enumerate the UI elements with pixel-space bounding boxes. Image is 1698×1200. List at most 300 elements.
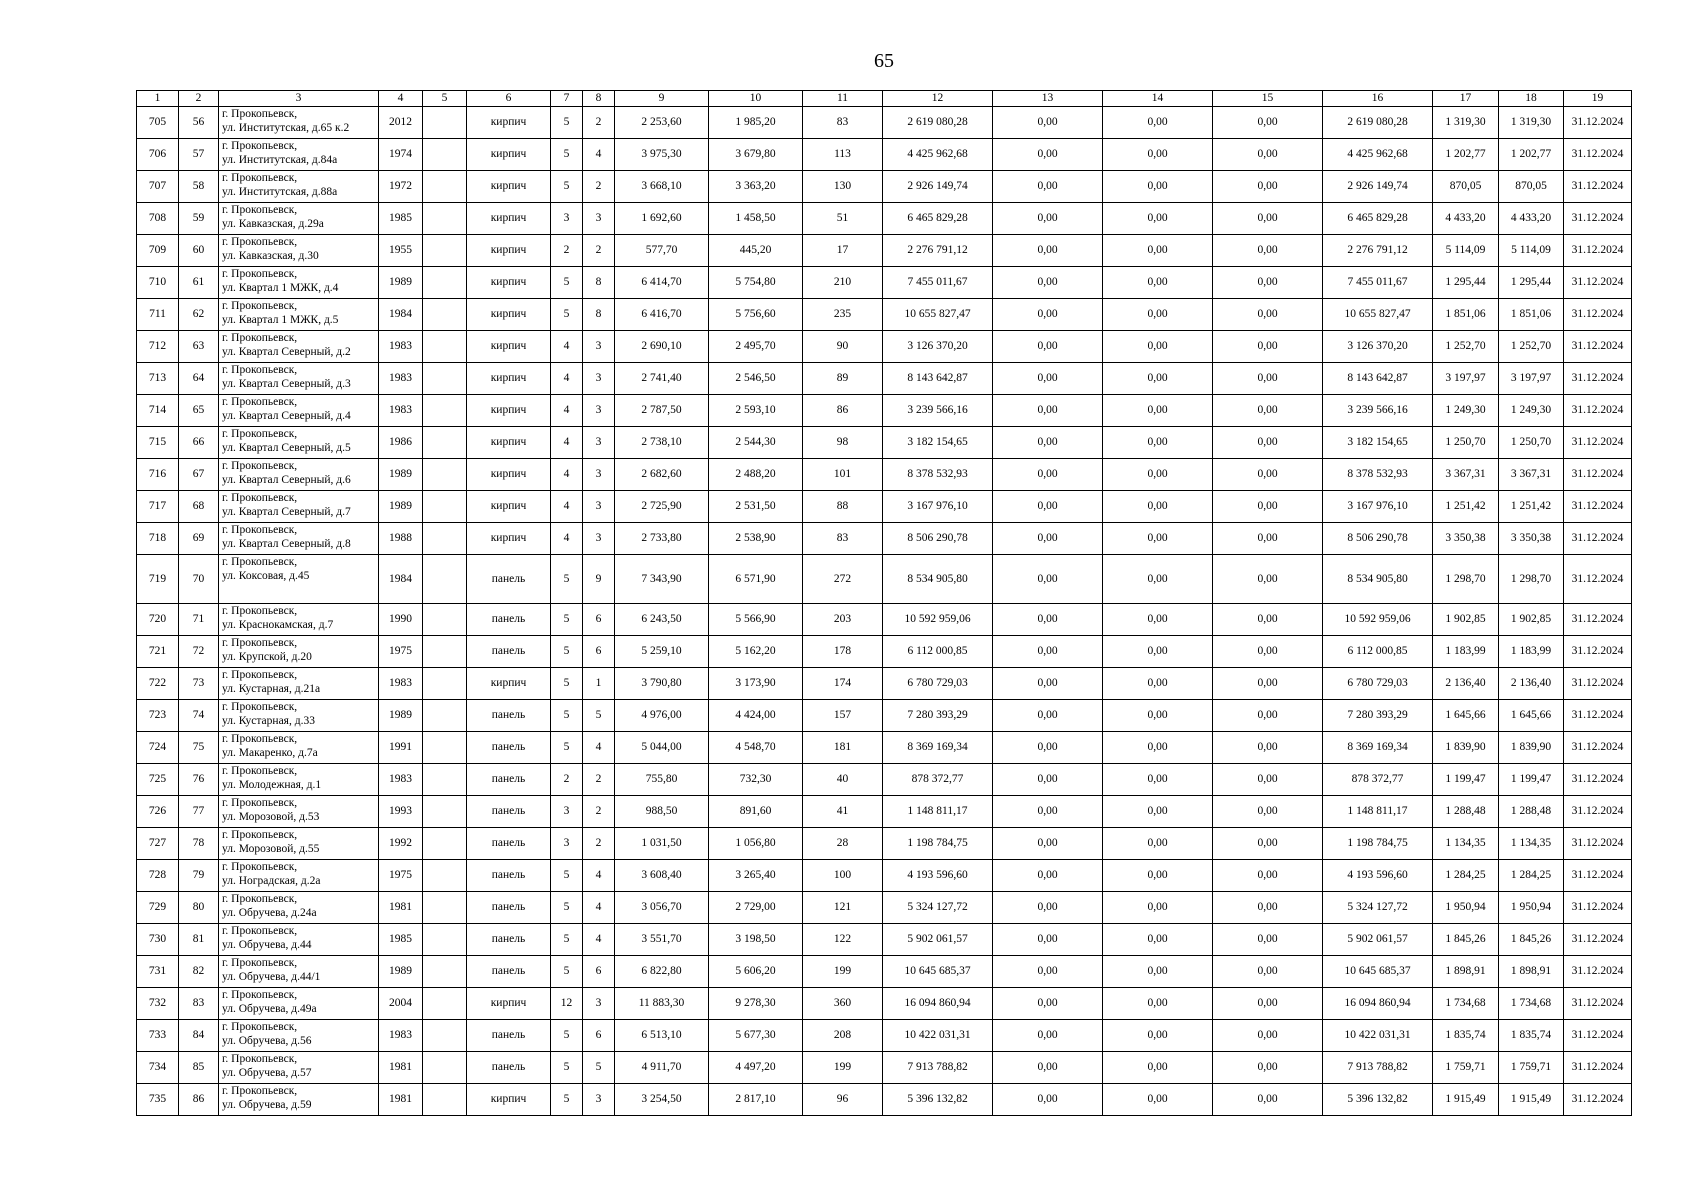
row-subnumber: 64 xyxy=(179,363,219,395)
unit-cost-limit: 1 645,66 xyxy=(1499,700,1564,732)
entrances-count: 2 xyxy=(583,171,615,203)
total-area: 3 254,50 xyxy=(615,1084,709,1116)
repair-cost: 878 372,77 xyxy=(883,764,993,796)
completion-date: 31.12.2024 xyxy=(1564,700,1632,732)
year-built: 1985 xyxy=(379,924,423,956)
total-cost: 6 465 829,28 xyxy=(1323,203,1433,235)
year-built: 1975 xyxy=(379,636,423,668)
completion-date: 31.12.2024 xyxy=(1564,1052,1632,1084)
total-cost: 8 506 290,78 xyxy=(1323,523,1433,555)
unit-cost: 1 898,91 xyxy=(1433,956,1499,988)
cost-col13: 0,00 xyxy=(993,299,1103,331)
address-city: г. Прокопьевск, xyxy=(222,893,298,905)
total-area: 7 343,90 xyxy=(615,555,709,604)
address-street: ул. Обручева, д.57 xyxy=(222,1067,312,1079)
unit-cost-limit: 1 835,74 xyxy=(1499,1020,1564,1052)
repair-cost: 2 276 791,12 xyxy=(883,235,993,267)
repair-cost: 8 534 905,80 xyxy=(883,555,993,604)
column-number: 10 xyxy=(709,91,803,107)
residents-count: 199 xyxy=(803,1052,883,1084)
unit-cost: 1 734,68 xyxy=(1433,988,1499,1020)
table-row xyxy=(137,107,1632,139)
unit-cost: 1 845,26 xyxy=(1433,924,1499,956)
total-area: 3 668,10 xyxy=(615,171,709,203)
wall-material: кирпич xyxy=(467,363,551,395)
repair-cost: 8 369 169,34 xyxy=(883,732,993,764)
total-area: 5 259,10 xyxy=(615,636,709,668)
residents-count: 210 xyxy=(803,267,883,299)
entrances-count: 3 xyxy=(583,1084,615,1116)
table-row xyxy=(137,988,1632,1020)
total-area: 2 690,10 xyxy=(615,331,709,363)
floors-count: 5 xyxy=(551,107,583,139)
total-area: 2 682,60 xyxy=(615,459,709,491)
address-street: ул. Морозовой, д.55 xyxy=(222,843,320,855)
unit-cost: 2 136,40 xyxy=(1433,668,1499,700)
address-cell xyxy=(219,171,379,203)
cell-col5 xyxy=(423,491,467,523)
unit-cost-limit: 3 350,38 xyxy=(1499,523,1564,555)
entrances-count: 6 xyxy=(583,636,615,668)
total-cost: 5 324 127,72 xyxy=(1323,892,1433,924)
address-city: г. Прокопьевск, xyxy=(222,1053,298,1065)
cost-col14: 0,00 xyxy=(1103,604,1213,636)
cell-col5 xyxy=(423,139,467,171)
floors-count: 5 xyxy=(551,1020,583,1052)
year-built: 1989 xyxy=(379,459,423,491)
living-area: 4 424,00 xyxy=(709,700,803,732)
entrances-count: 8 xyxy=(583,267,615,299)
address-street: ул. Квартал Северный, д.3 xyxy=(222,378,351,390)
unit-cost-limit: 1 183,99 xyxy=(1499,636,1564,668)
address-street: ул. Морозовой, д.53 xyxy=(222,811,320,823)
total-cost: 2 276 791,12 xyxy=(1323,235,1433,267)
address-cell xyxy=(219,555,379,604)
unit-cost: 1 134,35 xyxy=(1433,828,1499,860)
address-street: ул. Ноградская, д.2а xyxy=(222,875,321,887)
total-cost: 7 913 788,82 xyxy=(1323,1052,1433,1084)
total-area: 3 551,70 xyxy=(615,924,709,956)
row-subnumber: 70 xyxy=(179,555,219,604)
completion-date: 31.12.2024 xyxy=(1564,267,1632,299)
column-number: 15 xyxy=(1213,91,1323,107)
cost-col15: 0,00 xyxy=(1213,700,1323,732)
unit-cost-limit: 2 136,40 xyxy=(1499,668,1564,700)
cost-col13: 0,00 xyxy=(993,828,1103,860)
row-number: 734 xyxy=(137,1052,179,1084)
address-street: ул. Квартал 1 МЖК, д.4 xyxy=(222,282,339,294)
column-number: 1 xyxy=(137,91,179,107)
entrances-count: 3 xyxy=(583,331,615,363)
wall-material: панель xyxy=(467,636,551,668)
total-area: 755,80 xyxy=(615,764,709,796)
table-row xyxy=(137,636,1632,668)
address-city: г. Прокопьевск, xyxy=(222,364,298,376)
row-number: 732 xyxy=(137,988,179,1020)
floors-count: 5 xyxy=(551,892,583,924)
year-built: 1972 xyxy=(379,171,423,203)
repair-cost: 5 396 132,82 xyxy=(883,1084,993,1116)
completion-date: 31.12.2024 xyxy=(1564,764,1632,796)
row-number: 716 xyxy=(137,459,179,491)
total-area: 2 738,10 xyxy=(615,427,709,459)
entrances-count: 3 xyxy=(583,427,615,459)
address-city: г. Прокопьевск, xyxy=(222,733,298,745)
cost-col13: 0,00 xyxy=(993,363,1103,395)
floors-count: 5 xyxy=(551,171,583,203)
living-area: 891,60 xyxy=(709,796,803,828)
repair-cost: 6 112 000,85 xyxy=(883,636,993,668)
residents-count: 89 xyxy=(803,363,883,395)
total-area: 6 243,50 xyxy=(615,604,709,636)
address-cell xyxy=(219,267,379,299)
column-number: 2 xyxy=(179,91,219,107)
living-area: 3 198,50 xyxy=(709,924,803,956)
total-cost: 8 378 532,93 xyxy=(1323,459,1433,491)
address-street: ул. Обручева, д.49а xyxy=(222,1003,317,1015)
total-area: 6 416,70 xyxy=(615,299,709,331)
cost-col14: 0,00 xyxy=(1103,555,1213,604)
year-built: 1985 xyxy=(379,203,423,235)
cost-col14: 0,00 xyxy=(1103,1020,1213,1052)
unit-cost: 1 252,70 xyxy=(1433,331,1499,363)
cost-col14: 0,00 xyxy=(1103,700,1213,732)
floors-count: 5 xyxy=(551,139,583,171)
cell-col5 xyxy=(423,523,467,555)
address-street: ул. Кавказская, д.29а xyxy=(222,218,324,230)
total-area: 4 976,00 xyxy=(615,700,709,732)
completion-date: 31.12.2024 xyxy=(1564,139,1632,171)
column-number: 19 xyxy=(1564,91,1632,107)
address-city: г. Прокопьевск, xyxy=(222,669,298,681)
row-subnumber: 78 xyxy=(179,828,219,860)
wall-material: кирпич xyxy=(467,988,551,1020)
wall-material: панель xyxy=(467,555,551,604)
cost-col14: 0,00 xyxy=(1103,331,1213,363)
wall-material: кирпич xyxy=(467,1084,551,1116)
residents-count: 51 xyxy=(803,203,883,235)
row-subnumber: 83 xyxy=(179,988,219,1020)
year-built: 1984 xyxy=(379,555,423,604)
cost-col13: 0,00 xyxy=(993,604,1103,636)
cost-col14: 0,00 xyxy=(1103,363,1213,395)
entrances-count: 3 xyxy=(583,988,615,1020)
address-city: г. Прокопьевск, xyxy=(222,236,298,248)
unit-cost: 1 249,30 xyxy=(1433,395,1499,427)
total-area: 3 790,80 xyxy=(615,668,709,700)
row-number: 721 xyxy=(137,636,179,668)
unit-cost-limit: 1 734,68 xyxy=(1499,988,1564,1020)
year-built: 1989 xyxy=(379,956,423,988)
address-cell xyxy=(219,732,379,764)
entrances-count: 6 xyxy=(583,1020,615,1052)
cost-col14: 0,00 xyxy=(1103,732,1213,764)
row-number: 714 xyxy=(137,395,179,427)
row-subnumber: 56 xyxy=(179,107,219,139)
unit-cost-limit: 1 915,49 xyxy=(1499,1084,1564,1116)
table-row xyxy=(137,1052,1632,1084)
floors-count: 12 xyxy=(551,988,583,1020)
row-subnumber: 58 xyxy=(179,171,219,203)
address-cell xyxy=(219,956,379,988)
residents-count: 17 xyxy=(803,235,883,267)
wall-material: кирпич xyxy=(467,331,551,363)
total-cost: 3 182 154,65 xyxy=(1323,427,1433,459)
floors-count: 5 xyxy=(551,604,583,636)
repair-cost: 6 780 729,03 xyxy=(883,668,993,700)
table-row xyxy=(137,139,1632,171)
year-built: 1981 xyxy=(379,1052,423,1084)
residents-count: 101 xyxy=(803,459,883,491)
row-subnumber: 66 xyxy=(179,427,219,459)
address-street: ул. Краснокамская, д.7 xyxy=(222,619,334,631)
address-cell xyxy=(219,203,379,235)
cost-col13: 0,00 xyxy=(993,892,1103,924)
cell-col5 xyxy=(423,796,467,828)
year-built: 1981 xyxy=(379,892,423,924)
repair-cost: 10 592 959,06 xyxy=(883,604,993,636)
address-street: ул. Молодежная, д.1 xyxy=(222,779,322,791)
year-built: 2012 xyxy=(379,107,423,139)
cost-col14: 0,00 xyxy=(1103,636,1213,668)
year-built: 1983 xyxy=(379,668,423,700)
entrances-count: 2 xyxy=(583,796,615,828)
address-street: ул. Обручева, д.44/1 xyxy=(222,971,321,983)
address-street: ул. Обручева, д.24а xyxy=(222,907,317,919)
cost-col13: 0,00 xyxy=(993,924,1103,956)
floors-count: 4 xyxy=(551,331,583,363)
total-cost: 3 239 566,16 xyxy=(1323,395,1433,427)
row-number: 726 xyxy=(137,796,179,828)
address-cell xyxy=(219,988,379,1020)
cost-col15: 0,00 xyxy=(1213,1084,1323,1116)
address-cell xyxy=(219,636,379,668)
address-city: г. Прокопьевск, xyxy=(222,957,298,969)
column-number: 8 xyxy=(583,91,615,107)
year-built: 1974 xyxy=(379,139,423,171)
cost-col15: 0,00 xyxy=(1213,732,1323,764)
floors-count: 5 xyxy=(551,555,583,604)
entrances-count: 2 xyxy=(583,828,615,860)
row-subnumber: 69 xyxy=(179,523,219,555)
floors-count: 2 xyxy=(551,764,583,796)
residents-count: 83 xyxy=(803,523,883,555)
cost-col14: 0,00 xyxy=(1103,1084,1213,1116)
cost-col15: 0,00 xyxy=(1213,828,1323,860)
cost-col13: 0,00 xyxy=(993,555,1103,604)
total-cost: 5 902 061,57 xyxy=(1323,924,1433,956)
living-area: 1 985,20 xyxy=(709,107,803,139)
address-cell xyxy=(219,235,379,267)
address-cell xyxy=(219,363,379,395)
residents-count: 83 xyxy=(803,107,883,139)
total-cost: 1 148 811,17 xyxy=(1323,796,1433,828)
cost-col14: 0,00 xyxy=(1103,395,1213,427)
living-area: 4 497,20 xyxy=(709,1052,803,1084)
column-number: 3 xyxy=(219,91,379,107)
row-number: 722 xyxy=(137,668,179,700)
table-row xyxy=(137,363,1632,395)
address-city: г. Прокопьевск, xyxy=(222,765,298,777)
address-city: г. Прокопьевск, xyxy=(222,428,298,440)
row-subnumber: 59 xyxy=(179,203,219,235)
completion-date: 31.12.2024 xyxy=(1564,491,1632,523)
cell-col5 xyxy=(423,1020,467,1052)
address-cell xyxy=(219,764,379,796)
repair-cost: 3 239 566,16 xyxy=(883,395,993,427)
address-street: ул. Институтская, д.65 к.2 xyxy=(222,122,350,134)
repair-cost: 7 455 011,67 xyxy=(883,267,993,299)
entrances-count: 3 xyxy=(583,459,615,491)
floors-count: 5 xyxy=(551,636,583,668)
table-row xyxy=(137,395,1632,427)
wall-material: кирпич xyxy=(467,171,551,203)
address-city: г. Прокопьевск, xyxy=(222,829,298,841)
column-number: 13 xyxy=(993,91,1103,107)
year-built: 1989 xyxy=(379,700,423,732)
cost-col15: 0,00 xyxy=(1213,203,1323,235)
repair-cost: 7 280 393,29 xyxy=(883,700,993,732)
cost-col15: 0,00 xyxy=(1213,764,1323,796)
unit-cost: 1 284,25 xyxy=(1433,860,1499,892)
row-subnumber: 73 xyxy=(179,668,219,700)
cell-col5 xyxy=(423,1052,467,1084)
unit-cost-limit: 1 295,44 xyxy=(1499,267,1564,299)
unit-cost: 3 197,97 xyxy=(1433,363,1499,395)
cost-col14: 0,00 xyxy=(1103,171,1213,203)
address-city: г. Прокопьевск, xyxy=(222,556,298,568)
address-city: г. Прокопьевск, xyxy=(222,140,298,152)
total-cost: 10 645 685,37 xyxy=(1323,956,1433,988)
repair-cost: 4 193 596,60 xyxy=(883,860,993,892)
row-number: 706 xyxy=(137,139,179,171)
unit-cost-limit: 870,05 xyxy=(1499,171,1564,203)
repair-cost: 7 913 788,82 xyxy=(883,1052,993,1084)
living-area: 2 817,10 xyxy=(709,1084,803,1116)
unit-cost: 1 645,66 xyxy=(1433,700,1499,732)
table-row xyxy=(137,828,1632,860)
cost-col14: 0,00 xyxy=(1103,668,1213,700)
address-cell xyxy=(219,924,379,956)
living-area: 3 173,90 xyxy=(709,668,803,700)
row-subnumber: 77 xyxy=(179,796,219,828)
repair-cost: 3 182 154,65 xyxy=(883,427,993,459)
row-number: 712 xyxy=(137,331,179,363)
cell-col5 xyxy=(423,363,467,395)
unit-cost-limit: 1 845,26 xyxy=(1499,924,1564,956)
table-row xyxy=(137,427,1632,459)
table-row xyxy=(137,267,1632,299)
cost-col14: 0,00 xyxy=(1103,860,1213,892)
row-subnumber: 57 xyxy=(179,139,219,171)
total-cost: 2 926 149,74 xyxy=(1323,171,1433,203)
residents-count: 121 xyxy=(803,892,883,924)
cost-col14: 0,00 xyxy=(1103,267,1213,299)
unit-cost: 870,05 xyxy=(1433,171,1499,203)
living-area: 6 571,90 xyxy=(709,555,803,604)
cell-col5 xyxy=(423,636,467,668)
wall-material: кирпич xyxy=(467,203,551,235)
cost-col15: 0,00 xyxy=(1213,491,1323,523)
address-cell xyxy=(219,796,379,828)
unit-cost-limit: 1 288,48 xyxy=(1499,796,1564,828)
wall-material: панель xyxy=(467,604,551,636)
unit-cost: 4 433,20 xyxy=(1433,203,1499,235)
row-subnumber: 75 xyxy=(179,732,219,764)
address-city: г. Прокопьевск, xyxy=(222,925,298,937)
address-city: г. Прокопьевск, xyxy=(222,524,298,536)
completion-date: 31.12.2024 xyxy=(1564,892,1632,924)
cell-col5 xyxy=(423,299,467,331)
cost-col15: 0,00 xyxy=(1213,988,1323,1020)
table-row xyxy=(137,796,1632,828)
residents-count: 360 xyxy=(803,988,883,1020)
completion-date: 31.12.2024 xyxy=(1564,555,1632,604)
completion-date: 31.12.2024 xyxy=(1564,299,1632,331)
row-number: 709 xyxy=(137,235,179,267)
total-cost: 8 143 642,87 xyxy=(1323,363,1433,395)
entrances-count: 1 xyxy=(583,668,615,700)
cell-col5 xyxy=(423,1084,467,1116)
table-row xyxy=(137,299,1632,331)
residents-count: 40 xyxy=(803,764,883,796)
address-city: г. Прокопьевск, xyxy=(222,861,298,873)
repair-cost: 5 324 127,72 xyxy=(883,892,993,924)
living-area: 2 546,50 xyxy=(709,363,803,395)
unit-cost-limit: 1 898,91 xyxy=(1499,956,1564,988)
floors-count: 5 xyxy=(551,1084,583,1116)
living-area: 5 677,30 xyxy=(709,1020,803,1052)
floors-count: 5 xyxy=(551,1052,583,1084)
cost-col15: 0,00 xyxy=(1213,796,1323,828)
row-number: 728 xyxy=(137,860,179,892)
cost-col15: 0,00 xyxy=(1213,1020,1323,1052)
cell-col5 xyxy=(423,764,467,796)
residents-count: 122 xyxy=(803,924,883,956)
total-area: 3 608,40 xyxy=(615,860,709,892)
cost-col14: 0,00 xyxy=(1103,427,1213,459)
wall-material: панель xyxy=(467,860,551,892)
row-number: 720 xyxy=(137,604,179,636)
address-cell xyxy=(219,1020,379,1052)
cost-col13: 0,00 xyxy=(993,636,1103,668)
residents-count: 174 xyxy=(803,668,883,700)
total-cost: 7 280 393,29 xyxy=(1323,700,1433,732)
living-area: 3 265,40 xyxy=(709,860,803,892)
address-cell xyxy=(219,1052,379,1084)
cost-col13: 0,00 xyxy=(993,732,1103,764)
row-number: 735 xyxy=(137,1084,179,1116)
address-cell xyxy=(219,395,379,427)
address-street: ул. Кустарная, д.33 xyxy=(222,715,315,727)
wall-material: кирпич xyxy=(467,395,551,427)
wall-material: кирпич xyxy=(467,299,551,331)
completion-date: 31.12.2024 xyxy=(1564,796,1632,828)
unit-cost-limit: 1 250,70 xyxy=(1499,427,1564,459)
table-row xyxy=(137,924,1632,956)
year-built: 1988 xyxy=(379,523,423,555)
row-number: 727 xyxy=(137,828,179,860)
address-city: г. Прокопьевск, xyxy=(222,1021,298,1033)
row-subnumber: 68 xyxy=(179,491,219,523)
row-number: 729 xyxy=(137,892,179,924)
row-subnumber: 65 xyxy=(179,395,219,427)
cost-col13: 0,00 xyxy=(993,427,1103,459)
floors-count: 5 xyxy=(551,700,583,732)
entrances-count: 5 xyxy=(583,700,615,732)
unit-cost: 1 851,06 xyxy=(1433,299,1499,331)
cost-col15: 0,00 xyxy=(1213,860,1323,892)
